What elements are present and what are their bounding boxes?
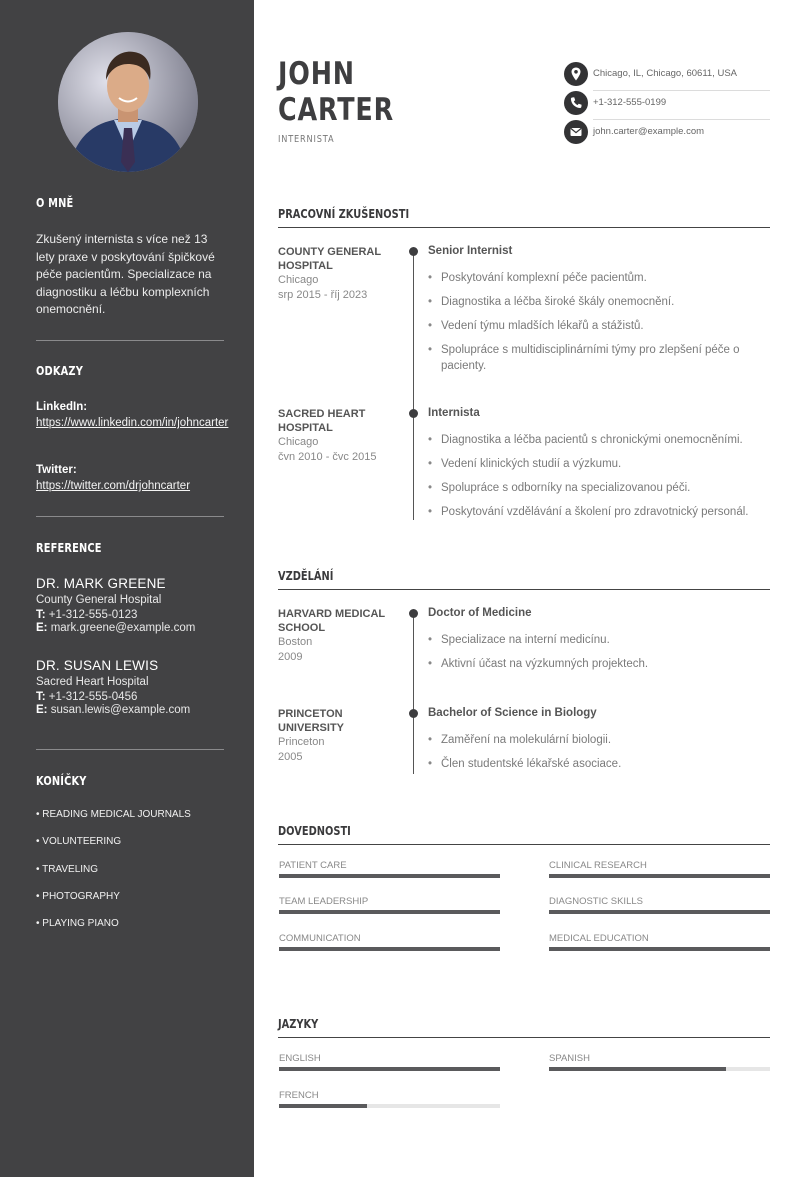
- skill-label: COMMUNICATION: [279, 933, 361, 944]
- about-section: [36, 196, 224, 210]
- reference-phone: [36, 691, 224, 703]
- contact-email: [564, 120, 770, 149]
- link-label: Twitter:: [36, 464, 77, 476]
- experience-org: [278, 407, 398, 465]
- contact-phone: [564, 91, 770, 120]
- education-org: [278, 707, 398, 765]
- hobby-item: • READING MEDICAL JOURNALS: [36, 809, 191, 820]
- hobbies-section: [36, 774, 224, 788]
- skill-item: [549, 860, 770, 871]
- language-bar-fill: [279, 1067, 500, 1071]
- sidebar-divider: [36, 749, 224, 750]
- reference-phone-label: T:: [36, 609, 46, 621]
- contact-email-text[interactable]: john.carter@example.com: [593, 126, 705, 137]
- skill-bar-fill: [549, 910, 770, 914]
- language-bar: [279, 1104, 500, 1108]
- language-bar: [549, 1067, 770, 1071]
- reference-email-label: E:: [36, 622, 48, 634]
- section-divider: [278, 844, 770, 845]
- reference-phone-value: +1-312-555-0123: [48, 609, 138, 621]
- language-bar: [279, 1067, 500, 1071]
- link-twitter: [36, 464, 224, 494]
- education-title: VZDĚLÁNÍ: [278, 569, 334, 583]
- skill-bar: [549, 874, 770, 878]
- profile-photo-image: [58, 32, 198, 172]
- skill-bar: [549, 947, 770, 951]
- skill-item: [279, 933, 500, 944]
- skill-bar: [549, 910, 770, 914]
- degree-title: Bachelor of Science in Biology: [428, 707, 597, 719]
- education-bullet: • Specializace na interní medicínu.: [428, 632, 764, 648]
- timeline-line: [413, 251, 414, 520]
- school-dates: 2009: [278, 651, 303, 663]
- links-section: [36, 364, 224, 378]
- reference-email: [36, 704, 224, 716]
- education-bullet: • Zaměření na molekulární biologii.: [428, 732, 764, 748]
- hobby-item: • VOLUNTEERING: [36, 836, 122, 848]
- skill-bar-fill: [549, 947, 770, 951]
- hobby-item: • PHOTOGRAPHY: [36, 890, 120, 902]
- timeline-dot: [409, 609, 418, 618]
- section-divider: [278, 589, 770, 590]
- hobbies-title: KONÍČKY: [36, 774, 87, 788]
- reference-email-label: E:: [36, 704, 48, 716]
- job-bullet: • Diagnostika a léčba široké škály onemocnění.: [428, 294, 764, 310]
- skill-item: [549, 933, 770, 944]
- org-name: COUNTY GENERAL HOSPITAL: [278, 246, 381, 272]
- school-city: Boston: [278, 636, 313, 648]
- languages-title: JAZYKY: [278, 1017, 319, 1031]
- reference-phone-value: +1-312-555-0456: [48, 691, 138, 703]
- job-title: Internista: [428, 407, 480, 419]
- person-role: INTERNISTA: [278, 134, 335, 145]
- contact-address: [564, 62, 770, 91]
- language-item: [279, 1090, 500, 1101]
- references-section: [36, 541, 224, 555]
- education-bullet: • Člen studentské lékařské asociace.: [428, 756, 764, 772]
- timeline-dot: [409, 247, 418, 256]
- last-name: CARTER: [278, 92, 394, 128]
- skill-item: [549, 896, 770, 907]
- section-divider: [278, 227, 770, 228]
- job-bullet: • Poskytování vzdělávání a školení pro zdravotnický personál.: [428, 504, 764, 520]
- job-title: Senior Internist: [428, 245, 513, 257]
- job-bullet: • Vedení klinických studií a výzkumu.: [428, 456, 764, 472]
- about-title: O MNĚ: [36, 196, 74, 210]
- sidebar-divider: [36, 340, 224, 341]
- reference-phone-label: T:: [36, 691, 46, 703]
- language-item: [549, 1053, 770, 1064]
- contact-phone-text: +1-312-555-0199: [593, 97, 667, 108]
- reference-org: Sacred Heart Hospital: [36, 676, 149, 688]
- skill-bar-fill: [549, 874, 770, 878]
- profile-photo: [58, 32, 198, 172]
- links-title: ODKAZY: [36, 364, 84, 378]
- reference-org: County General Hospital: [36, 594, 162, 606]
- hobby-item: • TRAVELING: [36, 863, 99, 875]
- job-bullet: • Diagnostika a léčba pacientů s chronickými onemocněními.: [428, 432, 764, 448]
- skill-label: DIAGNOSTIC SKILLS: [549, 896, 643, 907]
- person-name: [278, 56, 394, 128]
- link-linkedin: [36, 401, 229, 431]
- references-title: REFERENCE: [36, 541, 102, 555]
- reference-phone: [36, 609, 224, 621]
- timeline-dot: [409, 709, 418, 718]
- timeline-dot: [409, 409, 418, 418]
- skill-bar-fill: [279, 947, 500, 951]
- twitter-link[interactable]: https://twitter.com/drjohncarter: [36, 480, 191, 492]
- experience-org: [278, 245, 398, 303]
- skill-item: [279, 860, 500, 871]
- phone-icon: [564, 91, 588, 115]
- org-city: Chicago: [278, 274, 319, 286]
- contact-address-text: Chicago, IL, Chicago, 60611, USA: [593, 68, 737, 79]
- section-divider: [278, 1037, 770, 1038]
- skill-label: CLINICAL RESEARCH: [549, 860, 647, 871]
- reference-email: [36, 622, 224, 634]
- language-label: FRENCH: [279, 1090, 319, 1101]
- degree-title: Doctor of Medicine: [428, 607, 532, 619]
- sidebar: [0, 0, 254, 1177]
- language-label: ENGLISH: [279, 1053, 321, 1064]
- timeline-line: [413, 613, 414, 774]
- skill-bar-fill: [279, 910, 500, 914]
- job-bullet: • Poskytování komplexní péče pacientům.: [428, 270, 764, 286]
- link-label: LinkedIn:: [36, 401, 88, 413]
- org-dates: čvn 2010 - čvc 2015: [278, 451, 377, 463]
- first-name: JOHN: [278, 56, 355, 92]
- about-text: Zkušený internista s více než 13 lety praxe v poskytování špičkové péče pacientům. Specializace na diagnostiku a léčbu komplexních onemocnění.: [36, 232, 215, 316]
- hobbies-list: [36, 809, 224, 945]
- education-org: [278, 607, 398, 665]
- school-name: HARVARD MEDICAL SCHOOL: [278, 608, 385, 634]
- hobby-item: • PLAYING PIANO: [36, 918, 119, 930]
- org-city: Chicago: [278, 436, 319, 448]
- skill-bar-fill: [279, 874, 500, 878]
- school-city: Princeton: [278, 736, 325, 748]
- skill-item: [279, 896, 500, 907]
- org-name: SACRED HEART HOSPITAL: [278, 408, 366, 434]
- education-bullet: • Aktivní účast na výzkumných projektech.: [428, 656, 764, 672]
- experience-title: PRACOVNÍ ZKUŠENOSTI: [278, 207, 410, 221]
- job-bullet: • Spolupráce s multidisciplinárními týmy pro zlepšení péče o pacienty.: [428, 342, 764, 374]
- location-icon: [564, 62, 588, 86]
- skill-bar: [279, 910, 500, 914]
- skill-label: MEDICAL EDUCATION: [549, 933, 649, 944]
- reference-item: [36, 576, 224, 634]
- linkedin-link[interactable]: https://www.linkedin.com/in/johncarter: [36, 417, 229, 429]
- org-dates: srp 2015 - říj 2023: [278, 289, 368, 301]
- reference-item: [36, 658, 224, 716]
- language-bar-fill: [279, 1104, 367, 1108]
- reference-name: DR. MARK GREENE: [36, 576, 166, 591]
- skill-bar: [279, 874, 500, 878]
- school-name: PRINCETON UNIVERSITY: [278, 708, 345, 734]
- reference-name: DR. SUSAN LEWIS: [36, 658, 159, 673]
- skill-bar: [279, 947, 500, 951]
- job-bullet: • Spolupráce s odborníky na specializovanou péči.: [428, 480, 764, 496]
- school-dates: 2005: [278, 751, 303, 763]
- language-label: SPANISH: [549, 1053, 591, 1064]
- skill-label: TEAM LEADERSHIP: [279, 896, 369, 907]
- skills-title: DOVEDNOSTI: [278, 824, 351, 838]
- reference-email-value: susan.lewis@example.com: [50, 704, 191, 716]
- sidebar-divider: [36, 516, 224, 517]
- email-icon: [564, 120, 588, 144]
- language-bar-fill: [549, 1067, 726, 1071]
- skill-label: PATIENT CARE: [279, 860, 347, 871]
- job-bullet: • Vedení týmu mladších lékařů a stážistů.: [428, 318, 764, 334]
- reference-email-value: mark.greene@example.com: [50, 622, 196, 634]
- language-item: [279, 1053, 500, 1064]
